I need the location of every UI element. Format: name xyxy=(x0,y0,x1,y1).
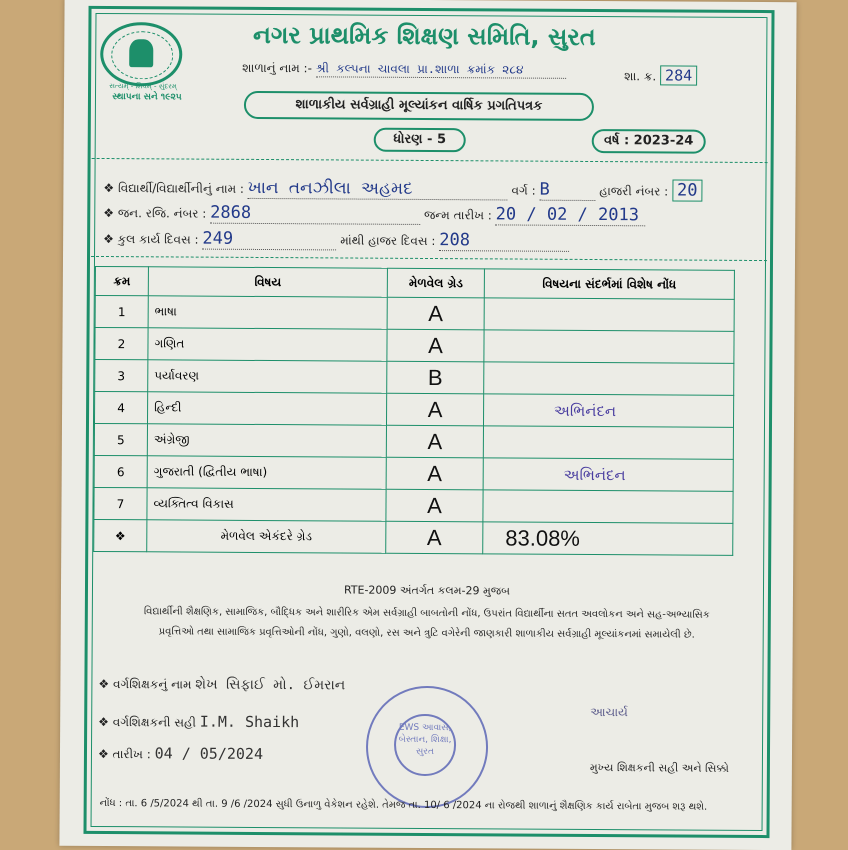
table-row: 3 પર્યાવરણ B xyxy=(95,359,734,395)
school-no-label: શા. ક્ર. xyxy=(624,69,657,84)
report-title-badge: શાળાકીય સર્વગ્રાહી મૂલ્યાંકન વાર્ષિક પ્રગતિપત્રક xyxy=(244,91,594,121)
logo-established: સ્થાપના સને ૧૯૨૫ xyxy=(112,92,182,103)
standard-badge: ધોરણ - 5 xyxy=(374,128,466,153)
table-row: 1 ભાષા A xyxy=(95,295,734,331)
roll-number: 20 xyxy=(672,179,703,201)
gr-number-row xyxy=(103,202,646,226)
principal-signature: આચાર્ય xyxy=(590,704,628,720)
teacher-sign-row xyxy=(98,712,299,731)
date-of-birth: 20 / 02 / 2013 xyxy=(496,204,646,226)
grade-cell: B xyxy=(387,361,484,394)
samiti-logo-icon xyxy=(100,22,182,86)
note-line-1: વિદ્યાર્થીની શૈક્ષણિક, સામાજિક, બૌદ્ધિક અને શારીરિક એમ સર્વગ્રાહી બાબતોની નોંધ, ઉપરાંત વિદ્યાર્થીના સતત અવલોકન અને સહ-અભ્યાસિક xyxy=(143,606,710,621)
present-label: માંથી હાજર દિવસ : xyxy=(340,233,436,249)
report-card-sheet xyxy=(59,0,796,850)
grade-cell: A xyxy=(387,329,484,362)
teacher-name-label: ❖ વર્ગશિક્ષકનું નામ xyxy=(98,676,192,692)
principal-sign-label: મુખ્ય શિક્ષકની સહી અને સિક્કો xyxy=(589,760,729,775)
rte-note: RTE-2009 અંતર્ગત કલમ-29 મુજબ xyxy=(343,583,511,598)
col-header-grade: મેળવેલ ગ્રેડ xyxy=(387,268,484,298)
school-name-row xyxy=(242,61,566,79)
table-header-row xyxy=(95,266,734,299)
school-label: શાળાનું નામ :- xyxy=(242,60,313,76)
grade-cell: A xyxy=(386,457,483,490)
table-row: 6 ગુજરાતી (દ્વિતીય ભાષા) A અભિનંદન xyxy=(94,455,733,491)
stamp-inner-text: EWS આવાસ, બેસ્તાન, શિક્ષા, સુરત xyxy=(394,714,456,776)
grade-cell: A xyxy=(386,393,483,426)
school-number-row xyxy=(624,65,697,85)
grades-table xyxy=(93,266,735,556)
school-number: 284 xyxy=(660,65,697,85)
table-row: 5 અંગ્રેજી A xyxy=(94,423,733,459)
student-name-row xyxy=(103,176,702,202)
gr-number: 2868 xyxy=(210,203,420,225)
student-name-label: ❖ વિદ્યાર્થી/વિદ્યાર્થીનીનું નામ : xyxy=(103,181,244,196)
grade-cell: A xyxy=(387,297,484,330)
col-header-remarks: વિષયના સંદર્ભમાં વિશેષ નોંધ xyxy=(484,269,734,300)
year-badge: વર્ષ : 2023-24 xyxy=(592,129,706,154)
table-row: 2 ગણિત A xyxy=(95,327,734,363)
teacher-sign-label: ❖ વર્ગશિક્ષકની સહી xyxy=(98,714,197,730)
class-label: વર્ગ : xyxy=(511,183,536,198)
dob-label: જન્મ તારીખ : xyxy=(423,207,492,223)
school-stamp xyxy=(366,686,489,809)
student-name: ખાન તનઝીલા અહમદ xyxy=(248,178,508,201)
present-days: 208 xyxy=(439,230,569,252)
logo-motto: સત્યમ્ - શિવમ્ - સુંદરમ્ xyxy=(109,82,177,91)
col-header-no: ક્રમ xyxy=(95,266,148,295)
total-grade: A xyxy=(386,521,483,554)
teacher-name-row xyxy=(98,676,345,694)
grade-cell: A xyxy=(386,489,483,522)
table-total-row: ❖ મેળવેલ એકંદરે ગ્રેડ A 83.08% xyxy=(94,519,733,555)
table-row: 4 હિન્દી A અભિનંદન xyxy=(94,391,733,427)
table-row: 7 વ્યક્તિત્વ વિકાસ A xyxy=(94,487,733,523)
note-line-2: પ્રવૃત્તિઓ તથા સામાજિક પ્રવૃત્તિઓની નોંધ, ગુણો, વલણો, રસ અને ત્રુટિ વગેરેની જાણકારી શાળાકીય સર્વગ્રાહી મૂલ્યાંકનમાં સમાયેલી છે. xyxy=(158,626,695,641)
date-value: 04 / 05/2024 xyxy=(154,744,264,763)
total-percent: 83.08% xyxy=(483,522,733,556)
gr-label: ❖ જન. રજિ. નંબર : xyxy=(103,206,207,221)
footer-note: નોંધ : તા. 6 /5/2024 થી તા. 9 /6 /2024 સુધી ઉનાળુ વેકેશન રહેશે. તેમજ તા. 10/ 6 /2024 ના રોજથી શાળાનું શૈક્ષણિક કાર્ય રાબેતા મુજબ શરૂ થશે. xyxy=(99,798,708,813)
workdays-label: ❖ કુલ કાર્ય દિવસ : xyxy=(103,232,199,247)
school-name: શ્રી કલ્પના ચાવલા પ્રા.શાળા ક્રમાંક ૨૮૪ xyxy=(316,61,566,79)
teacher-name: શેખ સિફાઈ મો. ઈમરાન xyxy=(195,676,346,694)
roll-label: હાજરી નંબર : xyxy=(599,184,669,199)
attendance-row xyxy=(103,228,569,252)
workdays-value: 249 xyxy=(202,229,336,251)
date-row xyxy=(98,744,263,763)
grade-cell: A xyxy=(386,425,483,458)
remark-cell: અભિનંદન xyxy=(483,394,733,428)
col-header-subject: વિષય xyxy=(148,267,387,297)
class-value: B xyxy=(539,180,595,201)
total-grade-label: મેળવેલ એકંદરે ગ્રેડ xyxy=(147,520,386,553)
remark-cell: અભિનંદન xyxy=(483,458,733,492)
teacher-signature: I.M. Shaikh xyxy=(199,712,300,732)
date-label: ❖ તારીખ : xyxy=(97,746,151,762)
page-title: નગર પ્રાથમિક શિક્ષણ સમિતિ, સુરત xyxy=(252,20,596,52)
